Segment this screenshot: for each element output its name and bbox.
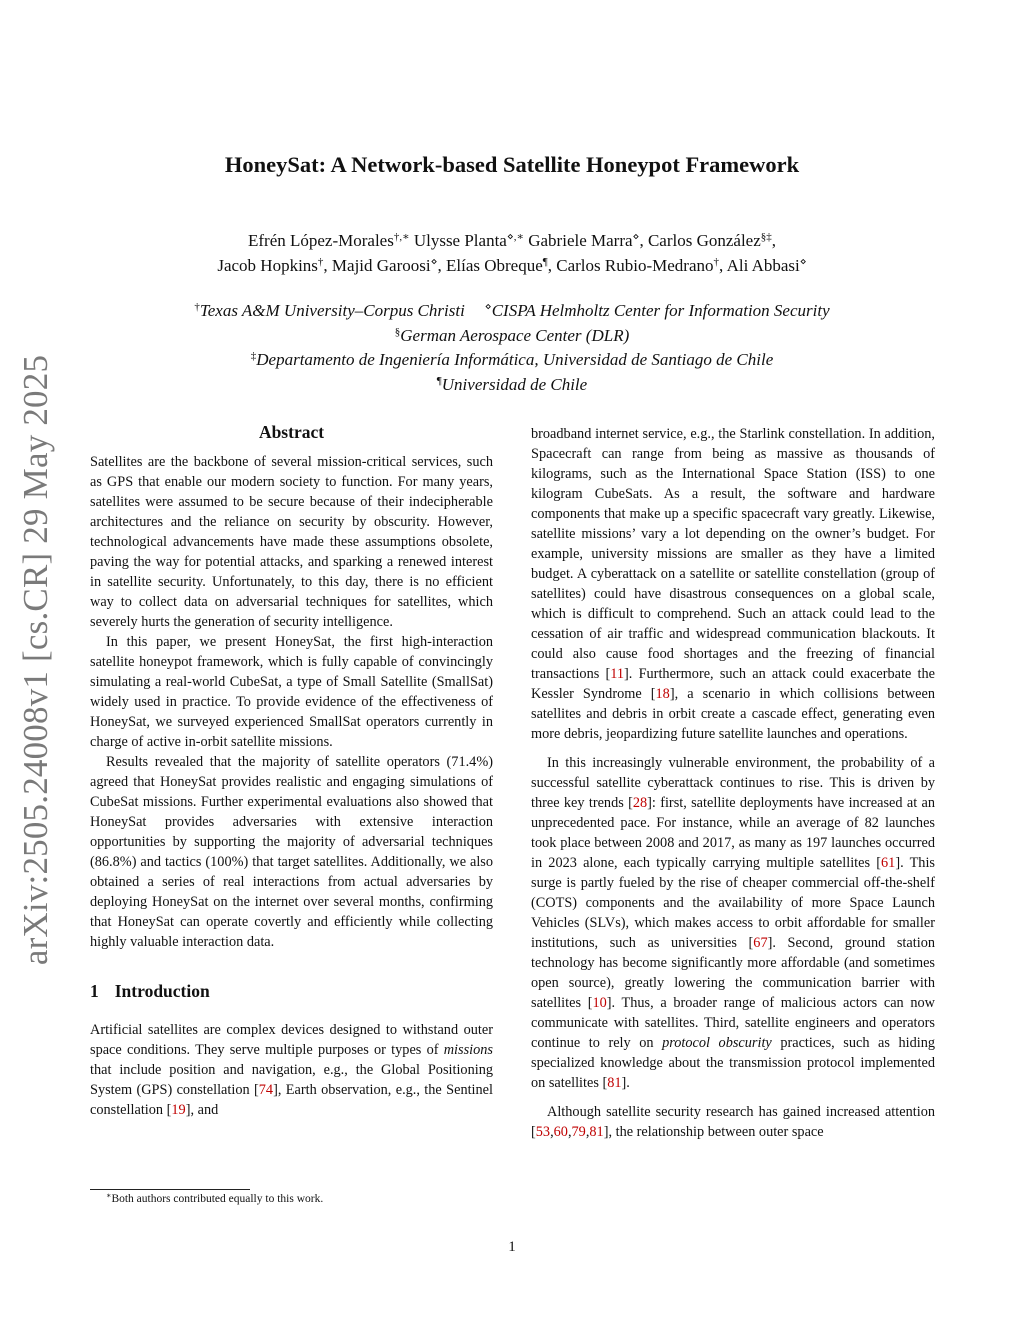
author-mark: †,∗ xyxy=(393,231,410,243)
citation-link[interactable]: 60 xyxy=(553,1124,568,1140)
section-number: 1 xyxy=(90,981,99,1001)
affiliation: CISPA Helmholtz Center for Information Security xyxy=(491,301,830,320)
emphasis: missions xyxy=(443,1042,493,1058)
author: Elías Obreque xyxy=(446,256,543,275)
citation-link[interactable]: 74 xyxy=(258,1082,274,1098)
arxiv-stamp xyxy=(8,354,64,966)
intro-paragraph: broadband internet service, e.g., the Starlink constellation. In addition, Spacecraft can range from being as massive as thousands of kilograms, such as the International Space Station (ISS) to one kilogram CubeSats. As a result, the software and hardware components that make up a specific spacecraft vary greatly. Likewise, satellite missions’ vary a lot depending on the owner’s budget. For example, university missions are smaller as they have a limited budget. A cyberattack on a satellite or satellite constellation (group of satellites) could have disastrous consequences on a global scale, which is difficult to comprehend. Such an attack could lead to the cessation of air traffic and widespread communication blackouts. It could also cause food shortages and the freezing of financial transactions [11]. Furthermore, such an attack could exacerbate the Kessler Syndrome [18], a scenario in which collisions between satellites and debris in orbit create a cascade effect, generating even more debris, jeopardizing future satellite launches and operations. xyxy=(531,426,936,742)
footnote-rule xyxy=(90,1189,250,1190)
citation-link[interactable]: 11 xyxy=(610,666,625,682)
citation-link[interactable]: 81 xyxy=(607,1075,622,1091)
author: Efrén López-Morales xyxy=(247,231,394,250)
affiliation-mark: § xyxy=(394,325,401,338)
affiliation-list xyxy=(0,299,1024,397)
left-column xyxy=(90,421,493,1120)
author-mark: ¶ xyxy=(542,256,548,268)
author-mark: ⋄ xyxy=(430,256,438,268)
citation-link[interactable]: 67 xyxy=(753,935,768,951)
page-number: 1 xyxy=(508,1239,516,1255)
intro-paragraph: Although satellite security research has gained increased attention [53,60,79,81], the relationship between outer space xyxy=(531,1104,935,1140)
footnote-text: Both authors contributed equally to this work. xyxy=(111,1193,324,1205)
author-mark: † xyxy=(317,256,324,268)
citation-link[interactable]: 61 xyxy=(881,855,896,871)
affiliation: Universidad de Chile xyxy=(441,374,588,394)
affiliation: Texas A&M University–Corpus Christi xyxy=(199,301,465,320)
author-mark: ⋄ xyxy=(632,231,640,243)
author-mark: §‡ xyxy=(760,231,772,243)
author: Carlos González xyxy=(647,231,761,250)
author: Carlos Rubio-Medrano xyxy=(556,256,714,275)
emphasis: protocol obscurity xyxy=(662,1035,772,1051)
author: Majid Garoosi xyxy=(331,256,431,275)
affiliation-mark: ⋄ xyxy=(484,301,492,313)
author: Ali Abbasi xyxy=(726,256,800,275)
author-mark: ⋄ xyxy=(799,256,807,268)
right-column xyxy=(531,424,935,1142)
citation-link[interactable]: 53 xyxy=(535,1124,551,1140)
section-title: Introduction xyxy=(114,981,210,1001)
abstract-paragraph: Results revealed that the majority of satellite operators (71.4%) agreed that HoneySat provides realistic and engaging simulations of CubeSat missions. Further experimental evaluations also showed that HoneySat provides adversaries with extensive interaction opportunities by supporting the majority of adversarial techniques (86.8%) and tactics (100%) that target satellites. Additionally, we also obtained a series of real interactions from actual adversaries by deploying HoneySat on the internet over several months, confirming that HoneySat can operate covertly and efficiently while collecting highly valuable interaction data. xyxy=(90,754,493,950)
author: Ulysse Planta xyxy=(413,231,507,250)
intro-paragraph: Artificial satellites are complex devices designed to withstand outer space conditions. They serve multiple purposes or types of missions that include position and navigation, e.g., the Global Positioning System (GPS) constellation [74], Earth observation, e.g., the Sentinel constellation [19], and xyxy=(90,1022,493,1118)
affiliation-mark: ¶ xyxy=(436,374,442,387)
intro-paragraph: In this increasingly vulnerable environment, the probability of a successful satellite cyberattack continues to rise. This is driven by three key trends [28]: first, satellite deployments have increased at an unprecedented pace. For instance, while an average of 82 launches took place between 2008 and 2017, as many as 197 launches occurred in 2023 alone, each typically carrying multiple satellites [61]. This surge is partly fueled by the rise of cheaper commercial off-the-shelf (COTS) components and the availability of more Space Launch Vehicles (SLVs), which makes access to orbit affordable for smaller institutions, such as universities [67]. Second, ground station technology has become significantly more affordable (and sometimes open source), greatly lowering the communication barrier with satellites [10]. Thus, a broader range of malicious actors can now communicate with satellites. Third, satellite engineers and operators continue to rely on protocol obscurity practices, such as hiding specialized knowledge about the transmission protocol implemented on satellites [81]. xyxy=(531,755,936,1091)
abstract-paragraph: Satellites are the backbone of several mission-critical services, such as GPS that enable our modern society to function. For many years, satellites were assumed to be secure because of their indecipherable architectures and the reliance on security by obscurity. However, technological advancements have made these assumptions obsolete, paving the way for potential attacks, and sparking a renewed interest in satellite security. Unfortunately, to this day, there is no efficient way to collect data on adversarial techniques for satellites, which severely hurts the generation of security intelligence. xyxy=(90,454,493,630)
citation-link[interactable]: 19 xyxy=(171,1102,186,1118)
affiliation: German Aerospace Center (DLR) xyxy=(400,325,630,345)
author-mark: ⋄,∗ xyxy=(506,231,524,243)
author: Jacob Hopkins xyxy=(217,256,318,275)
abstract-paragraph: In this paper, we present HoneySat, the first high-interaction satellite honeypot framework, which is fully capable of convincingly simulating a real-world CubeSat, a type of Small Satellite (SmallSat) widely used in practice. To provide evidence of the effectiveness of HoneySat, we surveyed experienced SmallSat operators currently in charge of active in-orbit satellite missions. xyxy=(90,634,493,750)
author-list: Efrén López-Morales†,∗ Ulysse Planta⋄,∗ Gabriele Marra⋄, Carlos González§‡, Jacob Hopkins†, Majid Garoosi⋄, Elías Obreque¶, Carlos Rubio-Medrano†, Ali Abbasi⋄ xyxy=(217,231,807,275)
arxiv-id: arXiv:2505.24008v1 [cs.CR] 29 May 2025 xyxy=(16,354,56,966)
affiliation-mark: † xyxy=(194,301,200,313)
affiliation-mark: ‡ xyxy=(250,350,257,362)
paper-title: HoneySat: A Network-based Satellite Honeypot Framework xyxy=(224,152,800,177)
citation-link[interactable]: 10 xyxy=(592,995,607,1011)
affiliation: Departamento de Ingeniería Informática, Universidad de Santiago de Chile xyxy=(256,350,774,369)
section-heading xyxy=(90,980,493,1002)
citation-link[interactable]: 81 xyxy=(589,1124,604,1140)
citation-link[interactable]: 79 xyxy=(571,1124,586,1140)
citation-link[interactable]: 18 xyxy=(655,686,670,702)
footnote xyxy=(106,1193,323,1205)
author: Gabriele Marra xyxy=(528,231,633,250)
abstract-heading: Abstract xyxy=(258,422,325,442)
footnote-mark: ∗ xyxy=(106,1191,112,1200)
citation-link[interactable]: 28 xyxy=(632,795,648,811)
author-mark: † xyxy=(713,256,719,268)
